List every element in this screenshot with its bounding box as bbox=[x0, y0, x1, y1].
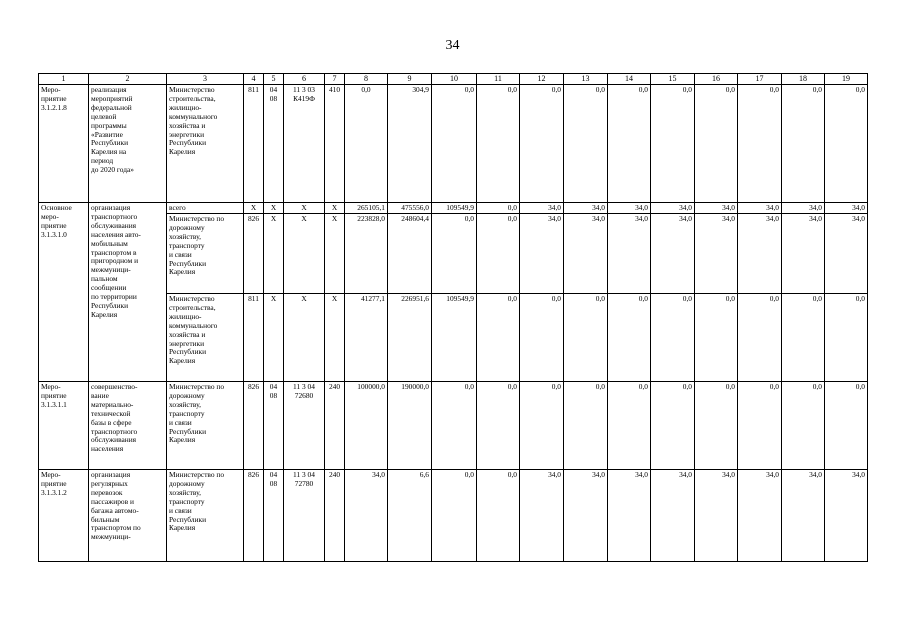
value-cell: 226951,6 bbox=[388, 294, 432, 382]
measure-code-cell: Меро- приятие 3.1.3.1.2 bbox=[39, 470, 89, 562]
value-cell: 0,0 bbox=[651, 382, 695, 470]
header-cell: 17 bbox=[738, 74, 782, 85]
header-cell: 19 bbox=[825, 74, 868, 85]
value-cell: 34,0 bbox=[825, 203, 868, 214]
value-cell: 34,0 bbox=[782, 203, 825, 214]
value-cell: 0,0 bbox=[651, 294, 695, 382]
budget-table bbox=[38, 73, 868, 562]
measure-code-cell: Меро- приятие 3.1.2.1.8 bbox=[39, 85, 89, 203]
table-row bbox=[39, 382, 868, 470]
value-cell: 34,0 bbox=[825, 470, 868, 562]
value-cell: 265105,1 bbox=[345, 203, 388, 214]
value-cell: 34,0 bbox=[345, 470, 388, 562]
value-cell: 6,6 bbox=[388, 470, 432, 562]
executor-cell: всего bbox=[167, 203, 244, 214]
header-cell: 6 bbox=[284, 74, 325, 85]
value-cell: 0,0 bbox=[477, 85, 520, 203]
value-cell: 34,0 bbox=[782, 470, 825, 562]
value-cell: 0,0 bbox=[477, 382, 520, 470]
value-cell: 0,0 bbox=[738, 85, 782, 203]
value-cell: X bbox=[244, 203, 264, 214]
executor-cell: Министерство строительства, жилищно- коммунального хозяйства и энергетики Республики Карелия bbox=[167, 85, 244, 203]
value-cell: 04 08 bbox=[264, 85, 284, 203]
value-cell: X bbox=[325, 294, 345, 382]
value-cell: 0,0 bbox=[738, 294, 782, 382]
value-cell: 34,0 bbox=[695, 203, 738, 214]
value-cell: 0,0 bbox=[520, 294, 564, 382]
value-cell: 34,0 bbox=[782, 214, 825, 294]
value-cell: 190000,0 bbox=[388, 382, 432, 470]
value-cell: 826 bbox=[244, 382, 264, 470]
value-cell: 34,0 bbox=[651, 214, 695, 294]
value-cell: 11 3 04 72780 bbox=[284, 470, 325, 562]
value-cell: 11 3 03 К419Ф bbox=[284, 85, 325, 203]
table-row bbox=[39, 203, 868, 214]
value-cell: 240 bbox=[325, 382, 345, 470]
value-cell: 223828,0 bbox=[345, 214, 388, 294]
header-cell: 15 bbox=[651, 74, 695, 85]
value-cell: 0,0 bbox=[477, 203, 520, 214]
value-cell: 0,0 bbox=[695, 85, 738, 203]
value-cell: 0,0 bbox=[695, 294, 738, 382]
value-cell: 41277,1 bbox=[345, 294, 388, 382]
value-cell: 34,0 bbox=[651, 470, 695, 562]
table-row bbox=[39, 470, 868, 562]
value-cell: 240 bbox=[325, 470, 345, 562]
value-cell: 100000,0 bbox=[345, 382, 388, 470]
header-cell: 12 bbox=[520, 74, 564, 85]
header-row bbox=[39, 74, 868, 85]
value-cell: 0,0 bbox=[564, 382, 608, 470]
executor-cell: Министерство по дорожному хозяйству, транспорту и связи Республики Карелия bbox=[167, 382, 244, 470]
value-cell: 34,0 bbox=[738, 214, 782, 294]
value-cell: 0,0 bbox=[782, 382, 825, 470]
header-cell: 16 bbox=[695, 74, 738, 85]
executor-cell: Министерство строительства, жилищно- коммунального хозяйства и энергетики Республики Карелия bbox=[167, 294, 244, 382]
value-cell: X bbox=[264, 294, 284, 382]
value-cell: 0,0 bbox=[432, 85, 477, 203]
value-cell: 811 bbox=[244, 85, 264, 203]
header-cell: 13 bbox=[564, 74, 608, 85]
measure-code-cell: Меро- приятие 3.1.3.1.1 bbox=[39, 382, 89, 470]
value-cell: 34,0 bbox=[520, 470, 564, 562]
value-cell: 475556,0 bbox=[388, 203, 432, 214]
value-cell: 34,0 bbox=[825, 214, 868, 294]
value-cell: 34,0 bbox=[564, 203, 608, 214]
table-row bbox=[39, 85, 868, 203]
value-cell: 0,0 bbox=[608, 382, 651, 470]
header-cell: 18 bbox=[782, 74, 825, 85]
value-cell: 0,0 bbox=[520, 382, 564, 470]
measure-name-cell: организация регулярных перевозок пассажиров и багажа автомо- бильным транспортом по межмуници- bbox=[89, 470, 167, 562]
value-cell: 0,0 bbox=[477, 470, 520, 562]
value-cell: 109549,9 bbox=[432, 203, 477, 214]
value-cell: 34,0 bbox=[564, 214, 608, 294]
value-cell: 34,0 bbox=[695, 470, 738, 562]
value-cell: 0,0 bbox=[477, 214, 520, 294]
value-cell: 34,0 bbox=[608, 214, 651, 294]
measure-code-cell: Основное меро- приятие 3.1.3.1.0 bbox=[39, 203, 89, 382]
value-cell: 0,0 bbox=[608, 85, 651, 203]
measure-name-cell: организация транспортного обслуживания населения авто- мобильным транспортом в пригородном и межмуници- пальном сообщении по территории Республики Карелия bbox=[89, 203, 167, 382]
value-cell: 34,0 bbox=[608, 470, 651, 562]
value-cell: 34,0 bbox=[564, 470, 608, 562]
value-cell: 0,0 bbox=[651, 85, 695, 203]
value-cell: 304,9 bbox=[388, 85, 432, 203]
value-cell: 34,0 bbox=[608, 203, 651, 214]
value-cell: 0,0 bbox=[608, 294, 651, 382]
value-cell: 0,0 bbox=[825, 85, 868, 203]
header-cell: 3 bbox=[167, 74, 244, 85]
value-cell: 34,0 bbox=[520, 203, 564, 214]
value-cell: 04 08 bbox=[264, 382, 284, 470]
value-cell: 0,0 bbox=[825, 382, 868, 470]
value-cell: 04 08 bbox=[264, 470, 284, 562]
header-cell: 5 bbox=[264, 74, 284, 85]
value-cell: 0,0 bbox=[695, 382, 738, 470]
value-cell: 0,0 bbox=[432, 214, 477, 294]
value-cell: 34,0 bbox=[738, 470, 782, 562]
page-number: 34 bbox=[445, 38, 460, 53]
header-cell: 7 bbox=[325, 74, 345, 85]
header-cell: 14 bbox=[608, 74, 651, 85]
header-cell: 2 bbox=[89, 74, 167, 85]
value-cell: X bbox=[325, 214, 345, 294]
value-cell: 826 bbox=[244, 214, 264, 294]
header-cell: 1 bbox=[39, 74, 89, 85]
value-cell: 0,0 bbox=[520, 85, 564, 203]
value-cell: 34,0 bbox=[695, 214, 738, 294]
value-cell: 34,0 bbox=[520, 214, 564, 294]
header-cell: 10 bbox=[432, 74, 477, 85]
value-cell: X bbox=[325, 203, 345, 214]
value-cell: 0,0 bbox=[738, 382, 782, 470]
header-cell: 8 bbox=[345, 74, 388, 85]
value-cell: 109549,9 bbox=[432, 294, 477, 382]
executor-cell: Министерство по дорожному хозяйству, транспорту и связи Республики Карелия bbox=[167, 470, 244, 562]
value-cell: X bbox=[284, 214, 325, 294]
value-cell: X bbox=[284, 203, 325, 214]
value-cell: 0,0 bbox=[432, 382, 477, 470]
header-cell: 4 bbox=[244, 74, 264, 85]
header-cell: 9 bbox=[388, 74, 432, 85]
value-cell: 248604,4 bbox=[388, 214, 432, 294]
value-cell: 826 bbox=[244, 470, 264, 562]
executor-cell: Министерство по дорожному хозяйству, транспорту и связи Республики Карелия bbox=[167, 214, 244, 294]
value-cell: 0,0 bbox=[345, 85, 388, 203]
value-cell: 11 3 04 72680 bbox=[284, 382, 325, 470]
value-cell: 34,0 bbox=[738, 203, 782, 214]
value-cell: 0,0 bbox=[782, 85, 825, 203]
value-cell: X bbox=[264, 214, 284, 294]
value-cell: 0,0 bbox=[477, 294, 520, 382]
value-cell: 0,0 bbox=[825, 294, 868, 382]
value-cell: 34,0 bbox=[651, 203, 695, 214]
measure-name-cell: совершенство- вание материально- технической базы в сфере транспортного обслуживания населения bbox=[89, 382, 167, 470]
value-cell: 811 bbox=[244, 294, 264, 382]
header-cell: 11 bbox=[477, 74, 520, 85]
value-cell: 0,0 bbox=[564, 294, 608, 382]
measure-name-cell: реализация мероприятий федеральной целевой программы «Развитие Республики Карелия на период до 2020 года» bbox=[89, 85, 167, 203]
value-cell: 0,0 bbox=[564, 85, 608, 203]
value-cell: 0,0 bbox=[782, 294, 825, 382]
value-cell: 410 bbox=[325, 85, 345, 203]
value-cell: X bbox=[284, 294, 325, 382]
value-cell: X bbox=[264, 203, 284, 214]
value-cell: 0,0 bbox=[432, 470, 477, 562]
